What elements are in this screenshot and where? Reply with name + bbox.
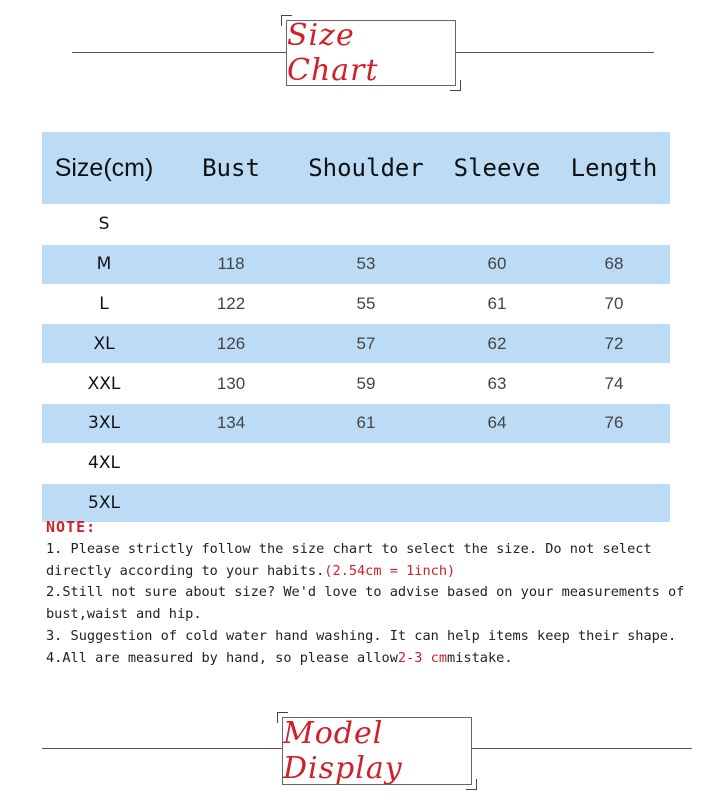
cell-shoulder: 53 [296,244,436,284]
cell-bust: 130 [166,364,296,404]
header-sleeve: Sleeve [436,132,558,205]
frame-corner [281,15,292,26]
note-4-tolerance: 2-3 cm [397,649,448,666]
table-row [42,364,670,404]
banner-line-left [72,52,286,53]
note-1 [46,539,706,583]
banner-frame [286,20,456,86]
frame-corner [277,712,288,723]
notes-section [46,517,706,670]
cell-length [558,205,670,245]
size-table [42,132,670,522]
note-4-text: 4.All are measured by hand, so please allow [46,649,398,666]
cell-length: 68 [558,244,670,284]
cell-size: S [42,205,166,245]
cell-length: 70 [558,284,670,324]
header-size: Size(cm) [42,132,166,205]
banner-title: Model Display [283,716,403,786]
table-row [42,205,670,245]
cell-bust [166,205,296,245]
cell-sleeve: 62 [436,324,558,364]
cell-size: 5XL [42,483,166,522]
header-shoulder: Shoulder [296,132,436,205]
banner-size-chart [0,12,720,92]
cell-bust: 118 [166,244,296,284]
cell-size: 3XL [42,403,166,443]
notes-title: NOTE: [46,518,97,536]
cell-bust: 126 [166,324,296,364]
table-row [42,403,670,443]
header-bust: Bust [166,132,296,205]
cell-shoulder: 59 [296,364,436,404]
cell-shoulder: 61 [296,403,436,443]
cell-length: 72 [558,324,670,364]
note-2: 2.Still not sure about size? We'd love to advise based on your measurements of bust,waist and hip. [46,584,685,623]
cell-shoulder [296,205,436,245]
banner-line-left [42,748,282,749]
cell-size: XL [42,324,166,364]
cell-shoulder [296,443,436,483]
table-row [42,443,670,483]
cell-size: L [42,284,166,324]
cell-bust: 122 [166,284,296,324]
header-length: Length [558,132,670,205]
cell-size: 4XL [42,443,166,483]
banner-line-right [454,52,654,53]
cell-length [558,443,670,483]
cell-bust: 134 [166,403,296,443]
note-4 [46,648,706,670]
banner-title: Size Chart [287,18,379,88]
note-3: 3. Suggestion of cold water hand washing. It can help items keep their shape. [46,627,677,644]
note-4-suffix: mistake. [447,649,513,666]
cell-sleeve: 63 [436,364,558,404]
frame-corner [450,80,461,91]
cell-size: M [42,244,166,284]
cell-shoulder: 57 [296,324,436,364]
cell-sleeve: 61 [436,284,558,324]
cell-sleeve [436,205,558,245]
cell-length: 76 [558,403,670,443]
cell-sleeve [436,443,558,483]
banner-model-display [0,709,720,789]
cell-sleeve: 64 [436,403,558,443]
note-1-text: 1. Please strictly follow the size chart to select the size. Do not select directly according to your habits. [46,540,652,579]
cell-shoulder: 55 [296,284,436,324]
cell-length: 74 [558,364,670,404]
note-1-conversion: (2.54cm = 1inch) [324,562,456,579]
cell-bust [166,443,296,483]
frame-corner [466,779,477,790]
table-row [42,284,670,324]
banner-line-right [470,748,692,749]
table-row [42,244,670,284]
cell-size: XXL [42,364,166,404]
table-row [42,324,670,364]
cell-sleeve: 60 [436,244,558,284]
banner-frame [282,717,472,785]
table-header-row [42,132,670,205]
